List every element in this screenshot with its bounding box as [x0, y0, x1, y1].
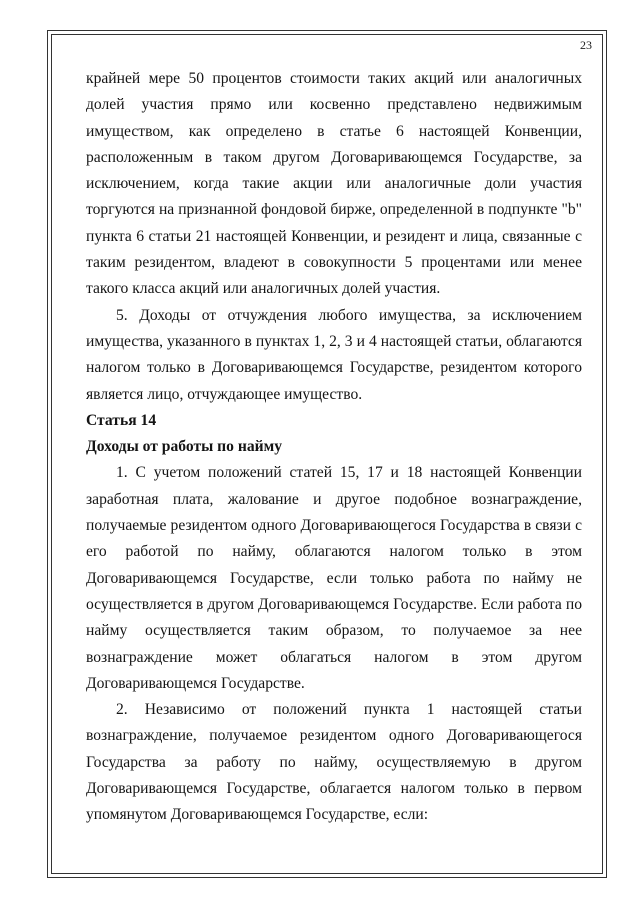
article-paragraph-1: 1. С учетом положений статей 15, 17 и 18 настоящей Конвенции заработная плата, жалование и другое подобное вознаграждение, получаемые резидентом одного Договаривающегося Государства в связи с его работой по найму, облагаются налогом только в этом Договаривающемся Государстве, если только работа по найму не осуществляется в другом Договаривающемся Государстве. Если работа по найму осуществляется таким образом, то получаемое за нее вознаграждение может облагаться налогом в этом другом Договаривающемся Государстве.: [86, 464, 582, 692]
paragraph-continued: крайней мере 50 процентов стоимости таких акций или аналогичных долей участия прямо или косвенно представлено недвижимым имуществом, как определено в статье 6 настоящей Конвенции, расположенным в таком другом Договаривающемся Государстве, за исключением, когда такие акции или аналогичные доли участия торгуются на признанной фондовой бирже, определенной в подпункте "b" пункта 6 статьи 21 настоящей Конвенции, и резидент и лица, связанные с таким резидентом, владеют в совокупности 5 процентами или менее такого класса акций или аналогичных долей участия.: [86, 70, 582, 298]
paragraph-5: 5. Доходы от отчуждения любого имущества, за исключением имущества, указанного в пунктах 1, 2, 3 и 4 настоящей статьи, облагаются налогом только в Договаривающемся Государстве, резидентом которого является лицо, отчуждающее имущество.: [86, 306, 582, 403]
page-number: 23: [580, 38, 592, 52]
article-paragraph-2: 2. Независимо от положений пункта 1 настоящей статьи вознаграждение, получаемое резидентом одного Договаривающегося Государства за работу по найму, осуществляемую в другом Договаривающемся Государстве, облагается налогом только в первом упомянутом Договаривающемся Государстве, если:: [86, 701, 582, 824]
article-title: Доходы от работы по найму: [86, 438, 283, 456]
document-body: [86, 66, 582, 829]
article-heading: Статья 14: [86, 411, 157, 429]
